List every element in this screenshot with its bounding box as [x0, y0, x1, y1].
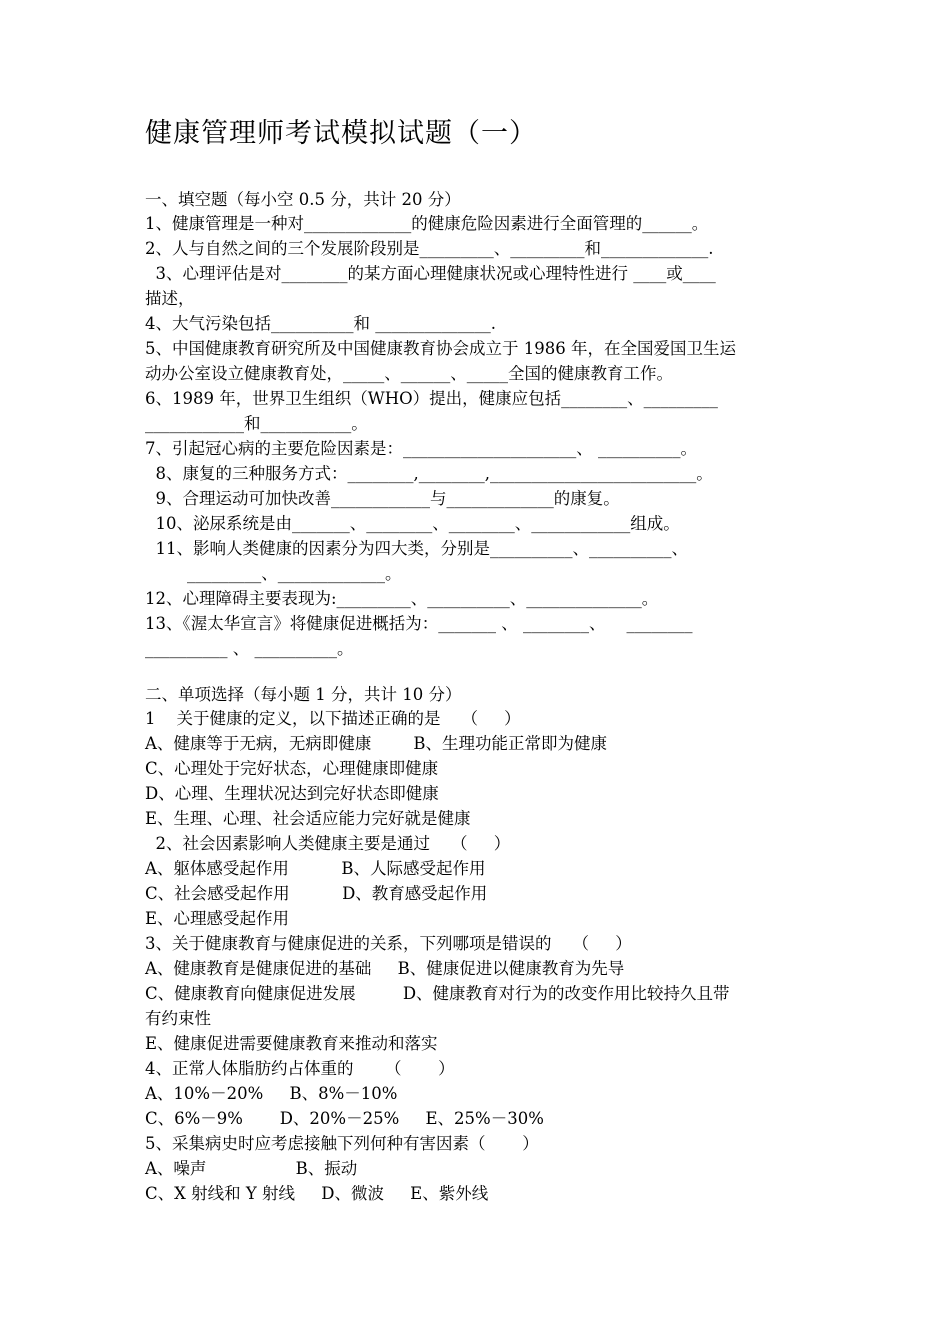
fill-blank-line: 5、中国健康教育研究所及中国健康教育协会成立于 1986 年，在全国爱国卫生运 [145, 339, 736, 358]
fill-blank-line: 11、影响人类健康的因素分为四大类，分别是__________、__________、 [145, 539, 688, 558]
choice-line: E、心理感受起作用 [145, 909, 290, 928]
fill-blank-line: __________ 、 __________。 [145, 639, 354, 658]
fill-blank-line: 2、人与自然之间的三个发展阶段别是_________、_________和_____________. [145, 239, 714, 258]
section-1-heading: 一、填空题（每小空 0.5 分，共计 20 分） [145, 190, 461, 209]
fill-blank-line: 13、《渥太华宣言》将健康促进概括为：_______ 、 ________、 ________ [145, 614, 693, 633]
choice-line: 3、关于健康教育与健康促进的关系，下列哪项是错误的 （ ） [145, 934, 632, 953]
choice-line: 4、正常人体脂肪约占体重的 （ ） [145, 1059, 455, 1078]
section-2-heading: 二、单项选择（每小题 1 分，共计 10 分） [145, 685, 462, 704]
choice-line: 5、采集病史时应考虑接触下列何种有害因素（ ） [145, 1134, 539, 1153]
choice-line: 2、社会因素影响人类健康主要是通过 （ ） [145, 834, 511, 853]
choice-line: A、躯体感受起作用 B、人际感受起作用 [145, 859, 486, 878]
choice-line: D、心理、生理状况达到完好状态即健康 [145, 784, 439, 803]
choice-line: C、社会感受起作用 D、教育感受起作用 [145, 884, 488, 903]
fill-blank-line: 8、康复的三种服务方式：________,________,_________________________。 [145, 464, 713, 483]
choice-line: C、6%－9% D、20%－25% E、25%－30% [145, 1109, 544, 1128]
choice-line: E、生理、心理、社会适应能力完好就是健康 [145, 809, 471, 828]
fill-blank-line: ____________和___________。 [145, 414, 368, 433]
fill-blank-line: 动办公室设立健康教育处，_____、______、_____全国的健康教育工作。 [145, 364, 673, 383]
fill-blank-line: 4、大气污染包括__________和 ______________. [145, 314, 496, 333]
fill-blank-line: 描述， [145, 289, 195, 308]
choice-line: 1 关于健康的定义，以下描述正确的是 （ ） [145, 709, 521, 728]
choice-line: C、健康教育向健康促进发展 D、健康教育对行为的改变作用比较持久且带 [145, 984, 730, 1003]
fill-blank-line: 3、心理评估是对________的某方面心理健康状况或心理特性进行 ____或____ [145, 264, 716, 283]
fill-blank-line: 6、1989 年，世界卫生组织（WHO）提出，健康应包括________、_________ [145, 389, 718, 408]
fill-blank-line: 12、心理障碍主要表现为:_________、__________、______________。 [145, 589, 659, 608]
choice-line: A、健康教育是健康促进的基础 B、健康促进以健康教育为先导 [145, 959, 625, 978]
fill-blank-line: 9、合理运动可加快改善____________与_____________的康复。 [145, 489, 620, 508]
choice-line: 有约束性 [145, 1009, 211, 1028]
choice-line: A、健康等于无病，无病即健康 B、生理功能正常即为健康 [145, 734, 607, 753]
fill-blank-line: 7、引起冠心病的主要危险因素是：_____________________、 __________。 [145, 439, 697, 458]
choice-line: A、10%－20% B、8%－10% [145, 1084, 398, 1103]
fill-blank-line: 10、泌尿系统是由_______、________、________、____________组成。 [145, 514, 680, 533]
choice-line: C、心理处于完好状态，心理健康即健康 [145, 759, 439, 778]
document-title: 健康管理师考试模拟试题（一） [145, 118, 537, 149]
fill-blank-line: _________、_____________。 [145, 564, 402, 583]
choice-line: A、噪声 B、振动 [145, 1159, 358, 1178]
fill-blank-line: 1、健康管理是一种对_____________的健康危险因素进行全面管理的______。 [145, 214, 709, 233]
choice-line: C、X 射线和 Y 射线 D、微波 E、紫外线 [145, 1184, 489, 1203]
choice-line: E、健康促进需要健康教育来推动和落实 [145, 1034, 438, 1053]
